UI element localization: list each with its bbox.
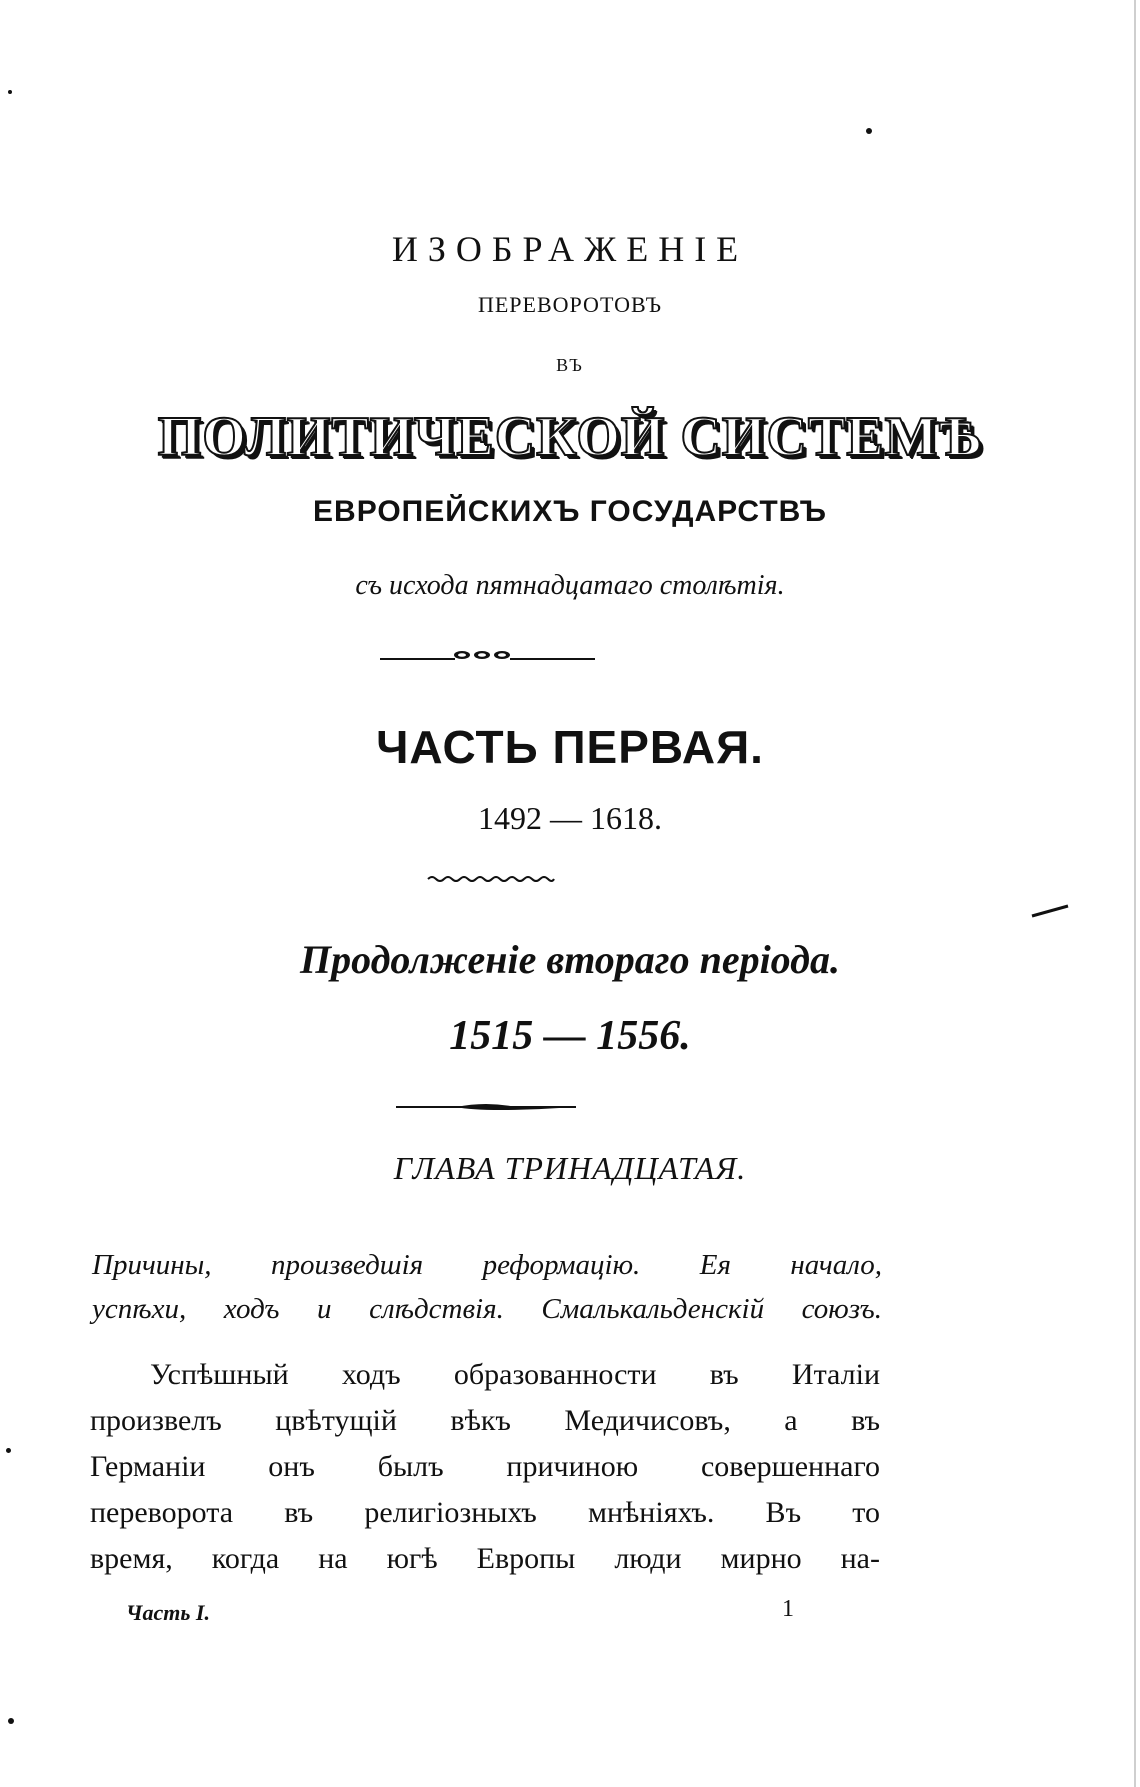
part-title: ЧАСТЬ ПЕРВАЯ.: [376, 721, 764, 773]
title-line-4-decorative: ПОЛИТИЧЕСКОЙ СИСТЕМѢ: [157, 406, 983, 468]
body-line-5: время, когда на югѣ Европы люди мирно на-: [90, 1542, 880, 1575]
scan-speck: [6, 1448, 11, 1453]
ornament-rule-left: [380, 658, 455, 660]
chapter-title: ГЛАВА ТРИНАДЦАТАЯ.: [393, 1150, 747, 1186]
swell-rule-icon: [396, 1100, 576, 1114]
body-line-3: Германіи онъ былъ причиною совершеннаго: [90, 1450, 880, 1483]
page-edge: [1134, 0, 1136, 1787]
title-line-3: ВЪ: [556, 355, 584, 375]
title-line-6-italic: съ исхода пятнадцатаго столѣтія.: [355, 570, 785, 601]
scan-speck: [866, 128, 872, 134]
signature-mark: Часть I.: [126, 1600, 210, 1625]
scan-stroke-icon: [1030, 904, 1070, 918]
part-years: 1492 — 1618.: [478, 800, 662, 836]
page-number: 1: [782, 1596, 794, 1622]
body-line-4: переворота въ религіозныхъ мнѣніяхъ. Въ то: [90, 1496, 880, 1529]
wavy-divider-icon: [426, 874, 556, 884]
chapter-summary-line-2: успѣхи, ходъ и слѣдствія. Смалькальденскій союзъ.: [92, 1293, 882, 1325]
scan-speck: [8, 1718, 14, 1724]
chapter-summary-line-1: Причины, произведшія реформацію. Ея начало,: [92, 1249, 882, 1281]
ornament-rule-right: [510, 658, 595, 660]
ornament-dots-icon: [452, 650, 512, 660]
body-line-1: Успѣшный ходъ образованности въ Италіи: [150, 1358, 880, 1391]
title-line-5: ЕВРОПЕЙСКИХЪ ГОСУДАРСТВЪ: [313, 495, 827, 528]
period-years: 1515 — 1556.: [449, 1013, 691, 1059]
body-line-2: произвелъ цвѣтущій вѣкъ Медичисовъ, а въ: [90, 1404, 880, 1437]
title-line-2: ПЕРЕВОРОТОВЪ: [477, 292, 663, 317]
scan-speck: [8, 90, 12, 94]
title-line-1: ИЗОБРАЖЕНІЕ: [391, 229, 749, 269]
period-title: Продолженіе втораго періода.: [300, 937, 840, 982]
